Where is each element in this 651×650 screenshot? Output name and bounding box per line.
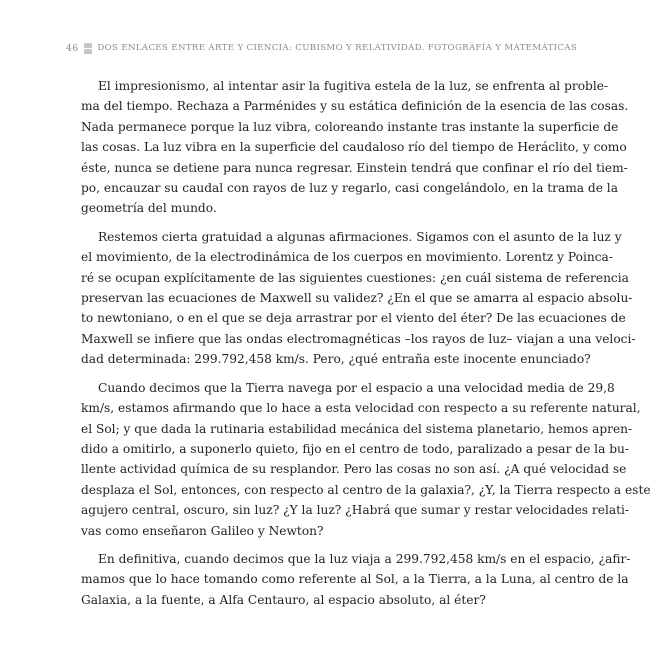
text-line: dad determinada: 299.792,458 km/s. Pero, ¿qué entraña este inocente enunciado? [81, 352, 591, 367]
text-line: llente actividad química de su resplandor. Pero las cosas no son así. ¿A qué velocidad se [81, 462, 627, 477]
text-line: ma del tiempo. Rechaza a Parménides y su estática definición de la esencia de las cosas. [81, 99, 629, 114]
text-line: to newtoniano, o en el que se deja arrastrar por el viento del éter? De las ecuaciones de [81, 311, 626, 326]
text-line: mamos que lo hace tomando como referente al Sol, a la Tierra, a la Luna, al centro de la [81, 572, 629, 587]
text-line: En definitiva, cuando decimos que la luz viaja a 299.792,458 km/s en el espacio, ¿afir- [98, 551, 631, 566]
text-line: agujero central, oscuro, sin luz? ¿Y la luz? ¿Habrá que sumar y restar velocidades relati- [81, 503, 630, 518]
header-ornament [84, 43, 92, 54]
page-number: 46 [66, 42, 79, 54]
text-line: Cuando decimos que la Tierra navega por el espacio a una velocidad media de 29,8 [98, 380, 615, 395]
text-line: El impresionismo, al intentar asir la fugitiva estela de la luz, se enfrenta al proble- [98, 79, 609, 93]
text-line: Maxwell se infiere que las ondas electromagnéticas –los rayos de luz– viajan a una veloci- [81, 331, 636, 346]
running-title: DOS ENLACES ENTRE ARTE Y CIENCIA: CUBISMO Y RELATIVIDAD. FOTOGRAFÍA Y MATEMÁTICAS [97, 43, 578, 53]
text-line: éste, nunca se detiene para nunca regresar. Einstein tendrá que confinar el río del tiem- [81, 160, 628, 175]
paragraph-4 [81, 549, 631, 610]
text-line: preservan las ecuaciones de Maxwell su validez? ¿En el que se amarra al espacio absolu- [81, 291, 633, 306]
text-line: km/s, estamos afirmando que lo hace a esta velocidad con respecto a su referente natural, [81, 401, 641, 416]
paragraph-3 [81, 378, 651, 541]
paragraph-1 [81, 76, 629, 219]
text-line: ré se ocupan explícitamente de las siguientes cuestiones: ¿en cuál sistema de referencia [81, 270, 629, 285]
text-line: desplaza el Sol, entonces, con respecto al centro de la galaxia?, ¿Y, la Tierra respecto a este [81, 482, 651, 497]
running-header [66, 40, 586, 56]
text-line: Nada permanece porque la luz vibra, coloreando instante tras instante la superficie de [81, 119, 619, 134]
text-line: vas como enseñaron Galileo y Newton? [81, 523, 324, 538]
text-line: el Sol; y que dada la rutinaria estabilidad mecánica del sistema planetario, hemos apren- [81, 421, 633, 436]
text-line: las cosas. La luz vibra en la superficie del caudaloso río del tiempo de Heráclito, y como [81, 140, 627, 155]
body-text [81, 76, 651, 618]
text-line: el movimiento, de la electrodinámica de los cuerpos en movimiento. Lorentz y Poinca- [81, 250, 613, 265]
text-line: geometría del mundo. [81, 201, 217, 216]
text-line: dido a omitirlo, a suponerlo quieto, fijo en el centro de todo, paralizado a pesar de la bu- [81, 441, 629, 456]
text-line: po, encauzar su caudal con rayos de luz y regarlo, casi congelándolo, en la trama de la [81, 181, 618, 196]
paragraph-2 [81, 227, 636, 370]
text-line: Galaxia, a la fuente, a Alfa Centauro, al espacio absoluto, al éter? [81, 592, 486, 607]
text-line: Restemos cierta gratuidad a algunas afirmaciones. Sigamos con el asunto de la luz y [98, 229, 622, 244]
